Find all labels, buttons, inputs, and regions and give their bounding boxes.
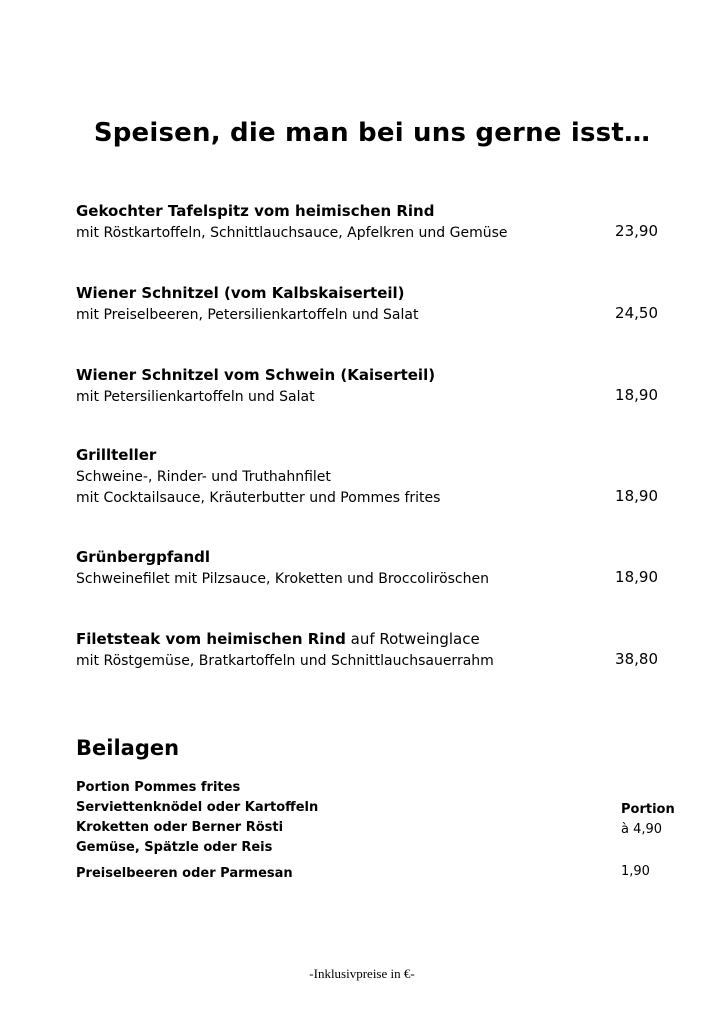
sides-list (76, 778, 686, 884)
menu-item-wiener-schnitzel-schwein (76, 364, 666, 406)
dish-price: 18,90 (615, 487, 658, 505)
sides-heading: Beilagen (76, 736, 180, 760)
side-item: Kroketten oder Berner Rösti (76, 820, 284, 835)
dish-price: 24,50 (615, 304, 658, 322)
page-title: Speisen, die man bei uns gerne isst… (93, 118, 651, 148)
side-item: Gemüse, Spätzle oder Reis (76, 840, 273, 855)
menu-item-gruenbergpfandl (76, 546, 666, 588)
dish-description: mit Petersilienkartoffeln und Salat (76, 389, 315, 405)
sides-extra-price: 1,90 (621, 864, 650, 879)
dish-description: mit Cocktailsauce, Kräuterbutter und Pommes frites (76, 490, 441, 506)
side-item: Preiselbeeren oder Parmesan (76, 866, 293, 881)
side-item: Serviettenknödel oder Kartoffeln (76, 800, 319, 815)
dish-title: Filetsteak vom heimischen Rind (76, 630, 346, 648)
dish-title-suffix: auf Rotweinglace (345, 630, 480, 648)
side-item: Portion Pommes frites (76, 780, 241, 795)
dish-title: Grünbergpfandl (76, 548, 211, 566)
menu-item-grillteller (76, 444, 666, 507)
footer-note: -Inklusivpreise in €- (309, 966, 415, 981)
sides-portion-price: à 4,90 (621, 822, 663, 837)
dish-title: Gekochter Tafelspitz vom heimischen Rind (76, 202, 435, 220)
menu-item-filetsteak (76, 628, 666, 670)
dish-price: 18,90 (615, 568, 658, 586)
dish-description: mit Röstgemüse, Bratkartoffeln und Schnittlauchsauerrahm (76, 653, 494, 669)
menu-item-wiener-schnitzel-kalb (76, 282, 666, 324)
dish-description: Schweine-, Rinder- und Truthahnfilet (76, 469, 331, 485)
dish-description: mit Preiselbeeren, Petersilienkartoffeln und Salat (76, 307, 419, 323)
sides-portion-label: Portion (621, 802, 675, 817)
dish-price: 23,90 (615, 222, 658, 240)
dish-title: Grillteller (76, 446, 157, 464)
dish-description: Schweinefilet mit Pilzsauce, Kroketten und Broccoliröschen (76, 571, 489, 587)
dish-title: Wiener Schnitzel vom Schwein (Kaiserteil) (76, 366, 436, 384)
dish-price: 38,80 (615, 650, 658, 668)
dish-description: mit Röstkartoffeln, Schnittlauchsauce, Apfelkren und Gemüse (76, 225, 508, 241)
dish-price: 18,90 (615, 386, 658, 404)
dish-title: Wiener Schnitzel (vom Kalbskaiserteil) (76, 284, 405, 302)
menu-item-tafelspitz (76, 200, 666, 242)
